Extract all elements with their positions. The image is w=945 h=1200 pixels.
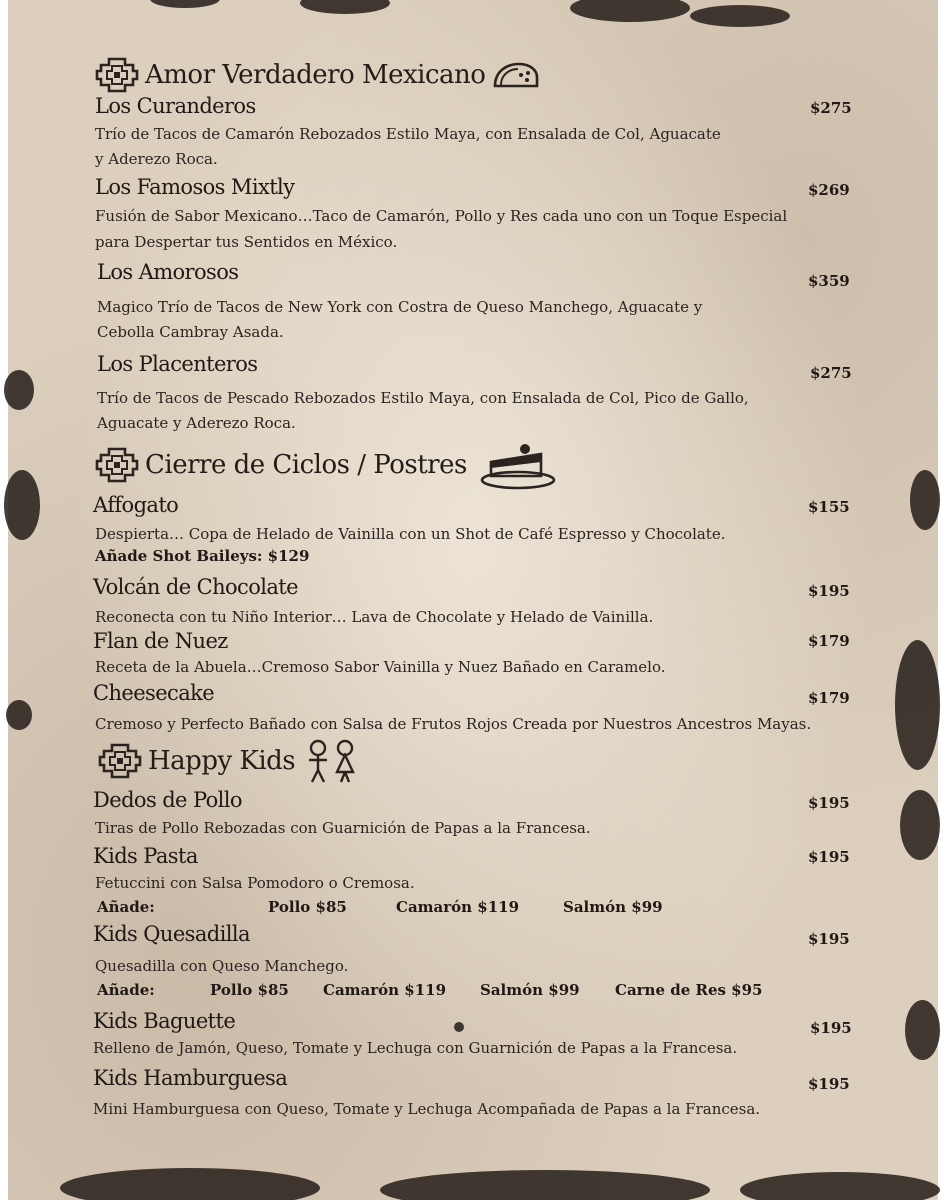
item-price: $195 (808, 930, 850, 948)
item-description: Mini Hamburguesa con Queso, Tomate y Lechuga Acompañada de Papas a la Francesa. (93, 1100, 761, 1118)
addon-option: Salmón $99 (480, 981, 580, 999)
taco-icon (491, 61, 539, 89)
grunge-top-4 (690, 5, 790, 27)
item-name: Volcán de Chocolate (93, 575, 298, 599)
item-name: Dedos de Pollo (93, 788, 242, 812)
grunge-left-1 (4, 370, 34, 410)
item-description: Fusión de Sabor Mexicano…Taco de Camarón, Pollo y Res cada uno con un Toque Especial (95, 207, 788, 225)
addon-option: Salmón $99 (563, 898, 663, 916)
addon-option: Pollo $85 (210, 981, 289, 999)
item-description: Cremoso y Perfecto Bañado con Salsa de Frutos Rojos Creada por Nuestros Ancestros Mayas. (95, 715, 812, 733)
item-price: $179 (808, 689, 850, 707)
item-description: Reconecta con tu Niño Interior… Lava de Chocolate y Helado de Vainilla. (95, 608, 654, 626)
item-description: Trío de Tacos de Pescado Rebozados Estilo Maya, con Ensalada de Col, Pico de Gallo, (97, 389, 749, 407)
item-name: Los Placenteros (97, 352, 258, 376)
item-price: $195 (808, 794, 850, 812)
item-description: Aguacate y Aderezo Roca. (97, 414, 296, 432)
item-price: $195 (810, 1019, 852, 1037)
item-name: Los Famosos Mixtly (95, 175, 295, 199)
section-header-kids (98, 738, 361, 784)
grunge-speck (454, 1022, 464, 1032)
item-name: Kids Quesadilla (93, 922, 250, 946)
addon-label: Añade: (97, 981, 155, 999)
item-description: Cebolla Cambray Asada. (97, 323, 284, 341)
grunge-top-2 (300, 0, 390, 14)
maya-ornament-icon (95, 56, 139, 94)
item-price: $195 (808, 582, 850, 600)
item-name: Cheesecake (93, 681, 215, 705)
item-description: Relleno de Jamón, Queso, Tomate y Lechuga con Guarnición de Papas a la Francesa. (93, 1039, 738, 1057)
grunge-top-1 (150, 0, 220, 8)
addon-option: Camarón $119 (396, 898, 520, 916)
section-header-amor (95, 56, 539, 94)
section-title: Cierre de Ciclos / Postres (145, 450, 467, 480)
item-name: Los Curanderos (95, 94, 256, 118)
item-description: Trío de Tacos de Camarón Rebozados Estilo Maya, con Ensalada de Col, Aguacate (95, 125, 721, 143)
section-title: Happy Kids (148, 746, 296, 776)
item-name: Kids Baguette (93, 1009, 236, 1033)
addon-option: Camarón $119 (323, 981, 447, 999)
item-description: para Despertar tus Sentidos en México. (95, 233, 398, 251)
addon-option: Carne de Res $95 (615, 981, 763, 999)
item-description: Receta de la Abuela…Cremoso Sabor Vainilla y Nuez Bañado en Caramelo. (95, 658, 666, 676)
addon-label: Añade: (97, 898, 155, 916)
item-price: $155 (808, 498, 850, 516)
maya-ornament-icon (95, 446, 139, 484)
grunge-right-4 (905, 1000, 940, 1060)
item-price: $195 (808, 1075, 850, 1093)
item-description: Fetuccini con Salsa Pomodoro o Cremosa. (95, 874, 415, 892)
section-title: Amor Verdadero Mexicano (145, 60, 486, 90)
item-description: y Aderezo Roca. (95, 150, 218, 168)
grunge-right-3 (900, 790, 940, 860)
item-name: Kids Pasta (93, 844, 198, 868)
kids-icon (303, 738, 361, 784)
grunge-left-2 (4, 470, 40, 540)
grunge-bottom-2 (380, 1170, 710, 1200)
grunge-right-2 (895, 640, 940, 770)
item-price: $195 (808, 848, 850, 866)
item-price: $269 (808, 181, 850, 199)
item-name: Affogato (93, 493, 179, 517)
item-name: Los Amorosos (97, 260, 239, 284)
maya-ornament-icon (98, 742, 142, 780)
item-name: Kids Hamburguesa (93, 1066, 288, 1090)
grunge-bottom-1 (60, 1168, 320, 1200)
grunge-left-3 (6, 700, 32, 730)
item-description: Despierta… Copa de Helado de Vainilla con un Shot de Café Espresso y Chocolate. (95, 525, 726, 543)
section-header-postres (95, 440, 557, 490)
cake-slice-icon (479, 440, 557, 490)
grunge-top-3 (570, 0, 690, 22)
item-price: $359 (808, 272, 850, 290)
item-price: $275 (810, 364, 852, 382)
item-price: $275 (810, 99, 852, 117)
addon-text: Añade Shot Baileys: $129 (95, 547, 310, 565)
item-description: Magico Trío de Tacos de New York con Costra de Queso Manchego, Aguacate y (97, 298, 703, 316)
grunge-bottom-3 (740, 1172, 940, 1200)
page-edge-left (0, 0, 8, 1200)
item-description: Quesadilla con Queso Manchego. (95, 957, 349, 975)
item-name: Flan de Nuez (93, 629, 228, 653)
addon-option: Pollo $85 (268, 898, 347, 916)
grunge-right-1 (910, 470, 940, 530)
item-price: $179 (808, 632, 850, 650)
item-description: Tiras de Pollo Rebozadas con Guarnición de Papas a la Francesa. (95, 819, 591, 837)
